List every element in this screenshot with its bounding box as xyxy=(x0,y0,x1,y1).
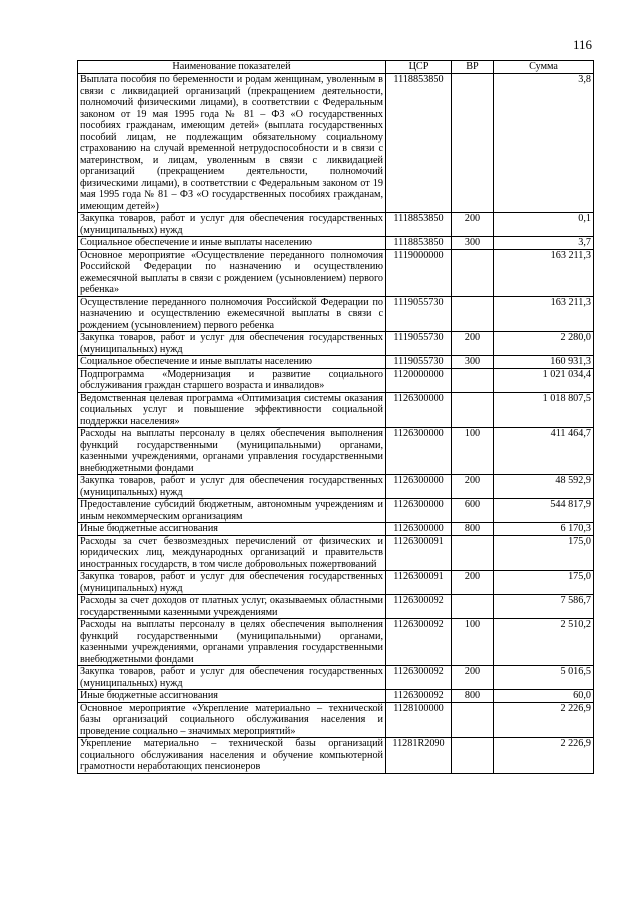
vr-code: 100 xyxy=(452,428,494,475)
indicator-name: Расходы за счет безвозмездных перечислений от физических и юридических лиц, международных организаций и правительств иностранных государств, в том числе добровольных пожертвований xyxy=(78,535,386,571)
vr-code: 200 xyxy=(452,666,494,690)
indicator-name: Расходы за счет доходов от платных услуг, оказываемых областными государственными казенными учреждениями xyxy=(78,595,386,619)
indicator-name: Социальное обеспечение и иные выплаты населению xyxy=(78,356,386,369)
header-row xyxy=(78,61,594,74)
table-row xyxy=(78,475,594,499)
amount: 2 280,0 xyxy=(494,332,594,356)
csr-code: 1126300092 xyxy=(386,619,452,666)
amount: 411 464,7 xyxy=(494,428,594,475)
indicator-name: Предоставление субсидий бюджетным, автономным учреждениям и иным некоммерческим организациям xyxy=(78,499,386,523)
vr-code: 800 xyxy=(452,690,494,703)
table-row xyxy=(78,702,594,738)
csr-code: 1118853850 xyxy=(386,237,452,250)
vr-code xyxy=(452,74,494,213)
csr-code: 1119055730 xyxy=(386,296,452,332)
table-body xyxy=(78,74,594,774)
csr-code: 1126300091 xyxy=(386,535,452,571)
csr-code: 1119055730 xyxy=(386,356,452,369)
indicator-name: Социальное обеспечение и иные выплаты населению xyxy=(78,237,386,250)
table-header xyxy=(78,61,594,74)
amount: 163 211,3 xyxy=(494,296,594,332)
vr-code xyxy=(452,535,494,571)
indicator-name: Укрепление материально – технической базы организаций социального обслуживания населения и обучение компьютерной грамотности неработающих пенсионеров xyxy=(78,738,386,774)
table-row xyxy=(78,666,594,690)
indicator-name: Иные бюджетные ассигнования xyxy=(78,690,386,703)
csr-code: 1119000000 xyxy=(386,249,452,296)
vr-code: 200 xyxy=(452,571,494,595)
csr-code: 1126300000 xyxy=(386,392,452,428)
vr-code xyxy=(452,368,494,392)
table-row xyxy=(78,738,594,774)
csr-code: 11281R2090 xyxy=(386,738,452,774)
table-row xyxy=(78,428,594,475)
vr-code xyxy=(452,249,494,296)
csr-code: 1119055730 xyxy=(386,332,452,356)
indicator-name: Расходы на выплаты персоналу в целях обеспечения выполнения функций государственными (муниципальными) органами, казенными учреждениями, органами управления государственными внебюджетными фондами xyxy=(78,428,386,475)
vr-code: 200 xyxy=(452,332,494,356)
amount: 60,0 xyxy=(494,690,594,703)
budget-table xyxy=(77,60,594,774)
header-sum: Сумма xyxy=(494,61,594,74)
table-row xyxy=(78,213,594,237)
table-row xyxy=(78,523,594,536)
indicator-name: Осуществление переданного полномочия Российской Федерации по назначению и осуществлению ежемесячной выплаты в связи с рождением (усыновлением) первого ребенка xyxy=(78,296,386,332)
csr-code: 1126300000 xyxy=(386,475,452,499)
amount: 3,7 xyxy=(494,237,594,250)
amount: 163 211,3 xyxy=(494,249,594,296)
amount: 2 226,9 xyxy=(494,702,594,738)
indicator-name: Основное мероприятие «Укрепление материально – технической базы организаций социального обслуживания населения и проведение социально – значимых мероприятий» xyxy=(78,702,386,738)
vr-code: 100 xyxy=(452,619,494,666)
vr-code xyxy=(452,702,494,738)
amount: 48 592,9 xyxy=(494,475,594,499)
csr-code: 1118853850 xyxy=(386,74,452,213)
table-row xyxy=(78,392,594,428)
vr-code xyxy=(452,296,494,332)
vr-code: 300 xyxy=(452,237,494,250)
csr-code: 1126300092 xyxy=(386,595,452,619)
vr-code xyxy=(452,392,494,428)
amount: 160 931,3 xyxy=(494,356,594,369)
amount: 1 018 807,5 xyxy=(494,392,594,428)
indicator-name: Закупка товаров, работ и услуг для обеспечения государственных (муниципальных) нужд xyxy=(78,475,386,499)
indicator-name: Ведомственная целевая программа «Оптимизация системы оказания социальных услуг и повышение эффективности социальной поддержки населения» xyxy=(78,392,386,428)
table-row xyxy=(78,332,594,356)
csr-code: 1128100000 xyxy=(386,702,452,738)
csr-code: 1126300092 xyxy=(386,690,452,703)
table-row xyxy=(78,595,594,619)
vr-code: 600 xyxy=(452,499,494,523)
table-row xyxy=(78,571,594,595)
amount: 3,8 xyxy=(494,74,594,213)
header-vr: ВР xyxy=(452,61,494,74)
indicator-name: Закупка товаров, работ и услуг для обеспечения государственных (муниципальных) нужд xyxy=(78,666,386,690)
table-row xyxy=(78,356,594,369)
amount: 6 170,3 xyxy=(494,523,594,536)
indicator-name: Выплата пособия по беременности и родам женщинам, уволенным в связи с ликвидацией организаций (прекращением деятельности, полномочий физическими лицами), в соответствии с Федеральным законом от 19 мая 1995 года № 81 – ФЗ «О государственных пособиях гражданам, имеющим детей» (выплата государственных пособий лицам, не подлежащим обязательному социальному страхованию на случай временной нетрудоспособности и в связи с материнством, и лицам, уволенным в связи с ликвидацией организаций (прекращением деятельности, полномочий физическими лицами), в соответствии с Федеральным законом от 19 мая 1995 года № 81 – ФЗ «О государственных пособиях гражданам, имеющим детей») xyxy=(78,74,386,213)
vr-code xyxy=(452,595,494,619)
indicator-name: Закупка товаров, работ и услуг для обеспечения государственных (муниципальных) нужд xyxy=(78,213,386,237)
table-row xyxy=(78,74,594,213)
table-row xyxy=(78,535,594,571)
amount: 544 817,9 xyxy=(494,499,594,523)
table-row xyxy=(78,499,594,523)
indicator-name: Подпрограмма «Модернизация и развитие социального обслуживания граждан старшего возраста и инвалидов» xyxy=(78,368,386,392)
table-row xyxy=(78,237,594,250)
table-row xyxy=(78,619,594,666)
amount: 175,0 xyxy=(494,571,594,595)
header-csr: ЦСР xyxy=(386,61,452,74)
indicator-name: Расходы на выплаты персоналу в целях обеспечения выполнения функций государственными (муниципальными) органами, казенными учреждениями, органами управления государственными внебюджетными фондами xyxy=(78,619,386,666)
amount: 7 586,7 xyxy=(494,595,594,619)
indicator-name: Закупка товаров, работ и услуг для обеспечения государственных (муниципальных) нужд xyxy=(78,332,386,356)
amount: 1 021 034,4 xyxy=(494,368,594,392)
amount: 2 226,9 xyxy=(494,738,594,774)
table-row xyxy=(78,690,594,703)
table-row xyxy=(78,249,594,296)
csr-code: 1126300000 xyxy=(386,523,452,536)
indicator-name: Иные бюджетные ассигнования xyxy=(78,523,386,536)
csr-code: 1126300092 xyxy=(386,666,452,690)
header-name: Наименование показателей xyxy=(78,61,386,74)
csr-code: 1120000000 xyxy=(386,368,452,392)
vr-code: 200 xyxy=(452,213,494,237)
csr-code: 1126300000 xyxy=(386,499,452,523)
amount: 5 016,5 xyxy=(494,666,594,690)
amount: 2 510,2 xyxy=(494,619,594,666)
table-row xyxy=(78,368,594,392)
indicator-name: Закупка товаров, работ и услуг для обеспечения государственных (муниципальных) нужд xyxy=(78,571,386,595)
indicator-name: Основное мероприятие «Осуществление переданного полномочия Российской Федерации по назначению и осуществлению ежемесячной выплаты в связи с рождением (усыновлением) первого ребенка» xyxy=(78,249,386,296)
table-row xyxy=(78,296,594,332)
vr-code: 300 xyxy=(452,356,494,369)
csr-code: 1126300091 xyxy=(386,571,452,595)
vr-code: 200 xyxy=(452,475,494,499)
csr-code: 1118853850 xyxy=(386,213,452,237)
page-number: 116 xyxy=(572,37,592,52)
amount: 0,1 xyxy=(494,213,594,237)
vr-code: 800 xyxy=(452,523,494,536)
amount: 175,0 xyxy=(494,535,594,571)
csr-code: 1126300000 xyxy=(386,428,452,475)
vr-code xyxy=(452,738,494,774)
